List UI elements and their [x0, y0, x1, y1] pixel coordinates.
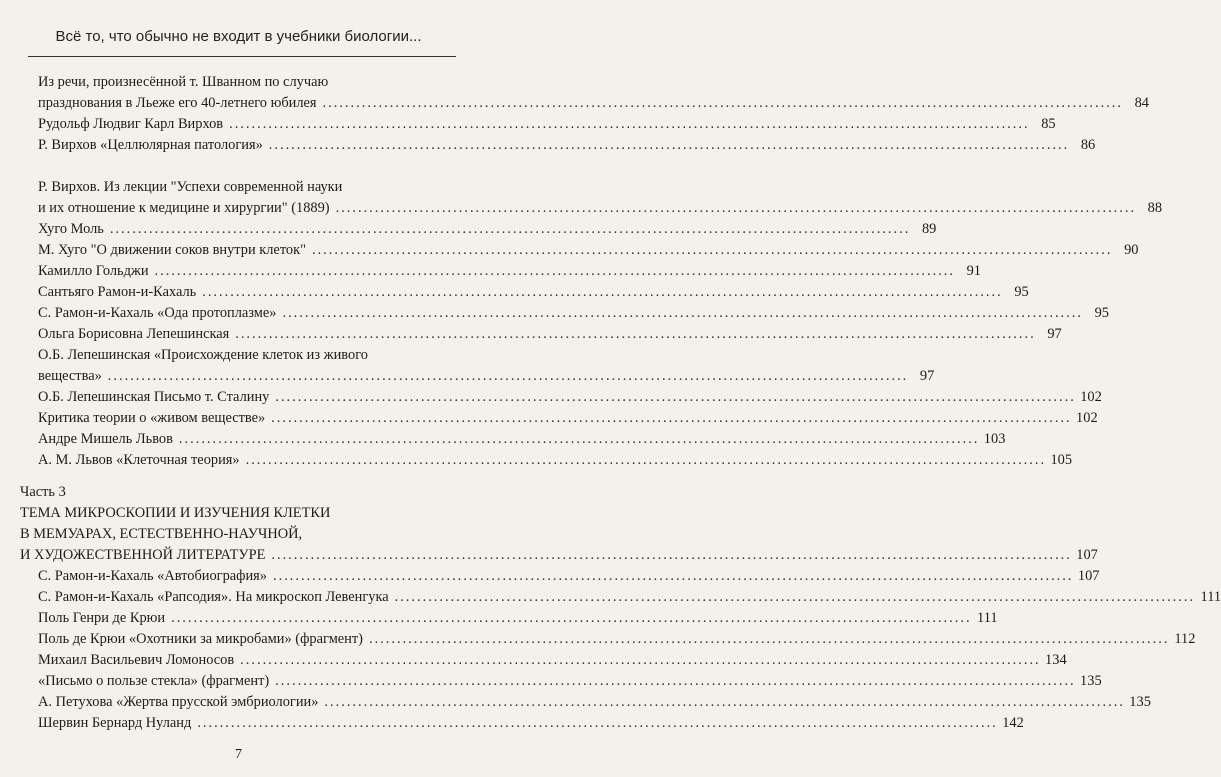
toc-page-number: 88	[1147, 200, 1163, 216]
toc-entry-title: Р. Вирхов «Целлюлярная патология»	[38, 137, 263, 153]
toc-entry-title: Поль Генри де Крюи	[38, 610, 166, 626]
toc-page-number: 95	[1094, 305, 1109, 321]
toc-entry-last-line	[38, 198, 1163, 219]
toc-entry-last-line	[38, 219, 937, 240]
toc-entry-last-line	[38, 629, 1196, 650]
toc-entry-title-line: В МЕМУАРАХ, ЕСТЕСТВЕННО-НАУЧНОЙ,	[20, 526, 303, 542]
toc-page-number: 97	[1047, 326, 1062, 342]
toc-entry	[38, 429, 1006, 450]
toc-entry-title: Хуго Моль	[38, 221, 104, 237]
toc-page-number: 84	[1134, 95, 1149, 111]
dot-leader: ...............................................................................................................................................	[275, 673, 1076, 689]
toc-entry-title: Рудольф Людвиг Карл Вирхов	[38, 116, 224, 132]
dot-leader: ...............................................................................................................................................	[322, 95, 1123, 111]
dot-leader: ...............................................................................................................................................	[202, 284, 1003, 300]
dot-leader: ...............................................................................................................................................	[229, 116, 1030, 132]
toc-entry-last-line	[38, 93, 1149, 114]
toc-entry-last-line	[38, 366, 935, 387]
toc-entry-title-line: О.Б. Лепешинская «Происхождение клеток из живого	[38, 347, 368, 363]
toc-page-number: 135	[1080, 673, 1102, 689]
toc-entry-title-line: ТЕМА МИКРОСКОПИИ И ИЗУЧЕНИЯ КЛЕТКИ	[20, 505, 331, 521]
toc-entry-title: С. Рамон-и-Кахаль «Рапсодия». На микроскоп Левенгука	[38, 589, 389, 605]
toc-page-number: 103	[983, 431, 1006, 447]
toc-entry-title: празднования в Льеже его 40-летнего юбилея	[38, 95, 317, 111]
toc-entry	[38, 72, 1149, 114]
toc-entry	[38, 324, 1062, 345]
dot-leader: ...............................................................................................................................................	[171, 610, 972, 626]
toc-entry-title: О.Б. Лепешинская Письмо т. Сталину	[38, 389, 270, 405]
toc-entry-title: Михаил Васильевич Ломоносов	[38, 652, 235, 668]
toc-entry-last-line	[38, 650, 1067, 671]
dot-leader: ...............................................................................................................................................	[240, 652, 1041, 668]
toc-entry-last-line	[38, 324, 1062, 345]
header-rule	[28, 56, 456, 57]
running-header: Всё то, что обычно не входит в учебники биологии...	[55, 28, 422, 45]
toc-entry-title: Камилло Гольджи	[38, 263, 149, 279]
toc-entry-title: вещества»	[38, 368, 102, 384]
toc-entry	[38, 240, 1139, 261]
dot-leader: ...............................................................................................................................................	[271, 547, 1072, 563]
toc-page-number: 111	[977, 610, 998, 626]
toc-entry	[38, 650, 1067, 671]
toc-entry-title: М. Хуго "О движении соков внутри клеток"	[38, 242, 306, 258]
toc-entry	[38, 566, 1100, 587]
dot-leader: ...............................................................................................................................................	[273, 568, 1074, 584]
toc-entry	[38, 608, 998, 629]
dot-leader: ...............................................................................................................................................	[268, 137, 1070, 153]
toc-entry-last-line	[38, 587, 1221, 608]
toc-entry-title: Сантьяго Рамон-и-Кахаль	[38, 284, 197, 300]
toc-page-number: 111	[1200, 589, 1221, 605]
toc-entry-last-line	[38, 566, 1100, 587]
toc-page-number: 134	[1045, 652, 1067, 668]
toc-entry	[38, 629, 1196, 650]
toc-page-number: 86	[1080, 137, 1096, 153]
toc-entry	[38, 282, 1029, 303]
toc-entry-last-line	[38, 450, 1073, 471]
toc-entry-title: Поль де Крюи «Охотники за микробами» (фрагмент)	[38, 631, 363, 647]
toc-entry-last-line	[38, 114, 1056, 135]
toc-page-number: 112	[1174, 631, 1196, 647]
toc-page-number: 102	[1076, 410, 1098, 426]
toc-page-number: 97	[919, 368, 935, 384]
toc-entry-title: и их отношение к медицине и хирургии" (1889)	[38, 200, 330, 216]
dot-leader: ...............................................................................................................................................	[324, 694, 1125, 710]
toc-page-number: 107	[1076, 547, 1098, 563]
toc-page-number: 142	[1002, 715, 1024, 731]
toc-entry-last-line	[20, 545, 1098, 566]
toc-entry-last-line	[38, 387, 1102, 408]
toc-entry	[38, 713, 1024, 734]
toc-entry-last-line	[38, 282, 1029, 303]
toc-page-number: 91	[966, 263, 981, 279]
toc-section-entry	[20, 503, 1098, 566]
toc-page-number: 90	[1124, 242, 1139, 258]
toc-entry	[38, 408, 1098, 429]
toc-entry-last-line	[38, 429, 1006, 450]
toc-entry-title: Андре Мишель Львов	[38, 431, 173, 447]
dot-leader: ...............................................................................................................................................	[394, 589, 1196, 605]
toc-entry-title-line: Из речи, произнесённой т. Шванном по случаю	[38, 74, 329, 90]
dot-leader: ...............................................................................................................................................	[107, 368, 909, 384]
toc-page-number: 107	[1077, 568, 1100, 584]
toc-entry	[38, 387, 1102, 408]
toc-entry-title: Ольга Борисовна Лепешинская	[38, 326, 230, 342]
toc-entry-last-line	[38, 692, 1151, 713]
toc-entry	[38, 671, 1102, 692]
toc-entry-last-line	[38, 135, 1096, 156]
toc-entry-last-line	[38, 608, 998, 629]
toc-entry-title: А. М. Львов «Клеточная теория»	[38, 452, 240, 468]
toc-entry	[38, 345, 935, 387]
toc-page-number: 105	[1050, 452, 1073, 468]
toc-entry-title: С. Рамон-и-Кахаль «Автобиография»	[38, 568, 267, 584]
toc-entry	[38, 219, 937, 240]
toc-entry	[38, 261, 981, 282]
toc-entry-title: И ХУДОЖЕСТВЕННОЙ ЛИТЕРАТУРЕ	[20, 547, 266, 563]
toc-entry-title: А. Петухова «Жертва прусской эмбриологии»	[38, 694, 319, 710]
toc-entry-last-line	[38, 261, 981, 282]
toc-entry-last-line	[38, 303, 1109, 324]
toc-entry-title: С. Рамон-и-Кахаль «Ода протоплазме»	[38, 305, 277, 321]
toc-entry	[38, 587, 1221, 608]
dot-leader: ...............................................................................................................................................	[109, 221, 911, 237]
toc-entry-last-line	[38, 408, 1098, 429]
dot-leader: ...............................................................................................................................................	[311, 242, 1113, 258]
toc-entry	[38, 135, 1096, 156]
toc-page-number: 95	[1014, 284, 1029, 300]
page-number: 7	[235, 747, 242, 762]
dot-leader: ...............................................................................................................................................	[235, 326, 1036, 342]
dot-leader: ...............................................................................................................................................	[245, 452, 1047, 468]
toc-page-number: 89	[921, 221, 937, 237]
dot-leader: ...............................................................................................................................................	[178, 431, 980, 447]
toc-entry-title-line: Р. Вирхов. Из лекции "Успехи современной науки	[38, 179, 343, 195]
part-label: Часть 3	[20, 484, 66, 500]
dot-leader: ...............................................................................................................................................	[197, 715, 998, 731]
toc-entry	[38, 303, 1109, 324]
toc-entry	[38, 114, 1056, 135]
dot-leader: ...............................................................................................................................................	[368, 631, 1170, 647]
toc-entry	[38, 177, 1163, 219]
dot-leader: ...............................................................................................................................................	[335, 200, 1137, 216]
toc-page-number: 102	[1080, 389, 1102, 405]
toc-entry-title: Критика теории о «живом веществе»	[38, 410, 266, 426]
dot-leader: ...............................................................................................................................................	[282, 305, 1083, 321]
dot-leader: ...............................................................................................................................................	[271, 410, 1072, 426]
dot-leader: ...............................................................................................................................................	[275, 389, 1076, 405]
dot-leader: ...............................................................................................................................................	[154, 263, 955, 279]
toc-page-number: 85	[1041, 116, 1056, 132]
toc-entry	[38, 692, 1151, 713]
toc-entry	[38, 450, 1073, 471]
toc-entry-last-line	[38, 713, 1024, 734]
toc-entry-last-line	[38, 671, 1102, 692]
toc-entry-title: Шервин Бернард Нуланд	[38, 715, 192, 731]
toc-page-number: 135	[1129, 694, 1151, 710]
toc-entry-title: «Письмо о пользе стекла» (фрагмент)	[38, 673, 270, 689]
toc-entry-last-line	[38, 240, 1139, 261]
